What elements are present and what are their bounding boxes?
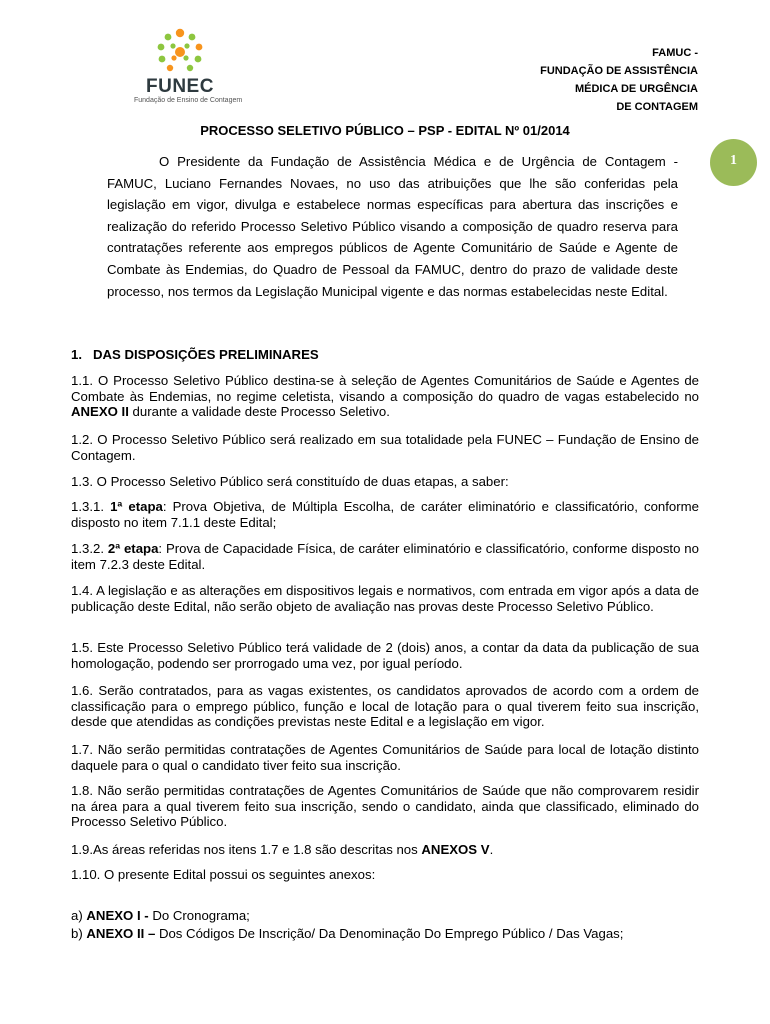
- paragraph-1-8: 1.8. Não serão permitidas contratações de Agentes Comunitários de Saúde que não comprovarem residir na área para a qual tiverem feito sua inscrição, sendo o candidato, ainda que classificado, eliminado do Processo Seletivo Público.: [71, 783, 699, 830]
- page-number-badge: 1: [710, 139, 757, 186]
- paragraph-text: : Prova Objetiva, de Múltipla Escolha, de caráter eliminatório e classificatório, conforme disposto no item 7.1.1 deste Edital;: [71, 499, 699, 530]
- annex-prefix: a): [71, 908, 87, 923]
- paragraph-text: 1.9.As áreas referidas nos itens 1.7 e 1.8 são descritas nos: [71, 842, 422, 857]
- paragraph-bold: ANEXOS V: [421, 842, 490, 857]
- org-line: DE CONTAGEM: [616, 101, 698, 113]
- logo-wordmark: FUNEC: [146, 76, 214, 97]
- annex-text: Do Cronograma;: [148, 908, 250, 923]
- document-title: PROCESSO SELETIVO PÚBLICO – PSP - EDITAL Nº 01/2014: [200, 123, 570, 138]
- paragraph-bold: 2ª etapa: [107, 541, 159, 556]
- section-heading: 1. DAS DISPOSIÇÕES PRELIMINARES: [71, 347, 319, 362]
- annex-text: Dos Códigos De Inscrição/ Da Denominação Do Emprego Público / Das Vagas;: [155, 926, 624, 941]
- paragraph-1-6: 1.6. Serão contratados, para as vagas existentes, os candidatos aprovados de acordo com a ordem de classificação para o emprego público, função e local de lotação para o qual tiverem feito sua inscrição, desde que atendidas as condições previstas neste Edital e a legislação em vigor.: [71, 683, 699, 730]
- paragraph-number: 1.3.2.: [71, 541, 108, 556]
- annex-bold: ANEXO II –: [86, 926, 156, 941]
- logo-subtitle: Fundação de Ensino de Contagem: [134, 97, 243, 104]
- org-line: FAMUC -: [652, 47, 698, 59]
- paragraph-number: 1.3.1.: [71, 499, 111, 514]
- paragraph-1-5: 1.5. Este Processo Seletivo Público terá validade de 2 (dois) anos, a contar da data da publicação de sua homologação, podendo ser prorrogado uma vez, por igual período.: [71, 640, 699, 671]
- paragraph-1-9: [71, 842, 699, 858]
- paragraph-bold: ANEXO II: [71, 404, 129, 420]
- paragraph-1-1: [71, 373, 699, 420]
- organization-header: [540, 44, 698, 116]
- paragraph-text: 1.1. O Processo Seletivo Público destina-se à seleção de Agentes Comunitários de Saúde e Agentes de Combate às Endemias, no regime celetista, visando a composição do quadro de vagas estabelecido no: [71, 373, 699, 404]
- paragraph-text: : Prova de Capacidade Física, de caráter eliminatório e classificatório, conforme disposto no item 7.2.3 deste Edital.: [71, 541, 699, 572]
- paragraph-1-10: 1.10. O presente Edital possui os seguintes anexos:: [71, 867, 376, 882]
- paragraph-1-3-1: [71, 499, 699, 530]
- annex-prefix: b): [71, 926, 87, 941]
- paragraph-text: durante a validade deste Processo Seletivo.: [128, 404, 390, 420]
- paragraph-text: .: [489, 842, 494, 857]
- paragraph-1-7: 1.7. Não serão permitidas contratações de Agentes Comunitários de Saúde para local de lotação distinto daquele para o qual o candidato tiver feito sua inscrição.: [71, 742, 699, 773]
- annex-item-a: [71, 908, 699, 924]
- funec-logo: [132, 26, 242, 106]
- intro-paragraph: [107, 151, 678, 302]
- funec-logo-mark-icon: [150, 26, 210, 74]
- paragraph-1-2: 1.2. O Processo Seletivo Público será realizado em sua totalidade pela FUNEC – Fundação de Ensino de Contagem.: [71, 432, 699, 463]
- paragraph-bold: 1ª etapa: [110, 499, 163, 514]
- org-line: MÉDICA DE URGÊNCIA: [574, 83, 698, 95]
- annex-item-b: [71, 926, 699, 942]
- paragraph-1-4: 1.4. A legislação e as alterações em dispositivos legais e normativos, com entrada em vigor após a data de publicação deste Edital, não serão objeto de avaliação nas provas deste Processo Seletivo Público.: [71, 583, 699, 614]
- org-line: FUNDAÇÃO DE ASSISTÊNCIA: [540, 65, 698, 77]
- paragraph-1-3-2: [71, 541, 699, 572]
- intro-text: O Presidente da Fundação de Assistência Médica e de Urgência de Contagem - FAMUC, Luciano Fernandes Novaes, no uso das atribuições que lhe são conferidas pela legislação em vigor, divulga e estabelece normas específicas para abertura das inscrições e realização do referido Processo Seletivo Público visando a composição de quadro reserva para contratações referente aos empregos públicos de Agente Comunitário de Saúde e Agente de Combate às Endemias, do Quadro de Pessoal da FAMUC, dentro do prazo de validade deste processo, nos termos da Legislação Municipal vigente e das normas estabelecidas neste Edital.: [107, 154, 678, 299]
- paragraph-1-3: 1.3. O Processo Seletivo Público será constituído de duas etapas, a saber:: [71, 474, 509, 489]
- annex-bold: ANEXO I -: [86, 908, 149, 923]
